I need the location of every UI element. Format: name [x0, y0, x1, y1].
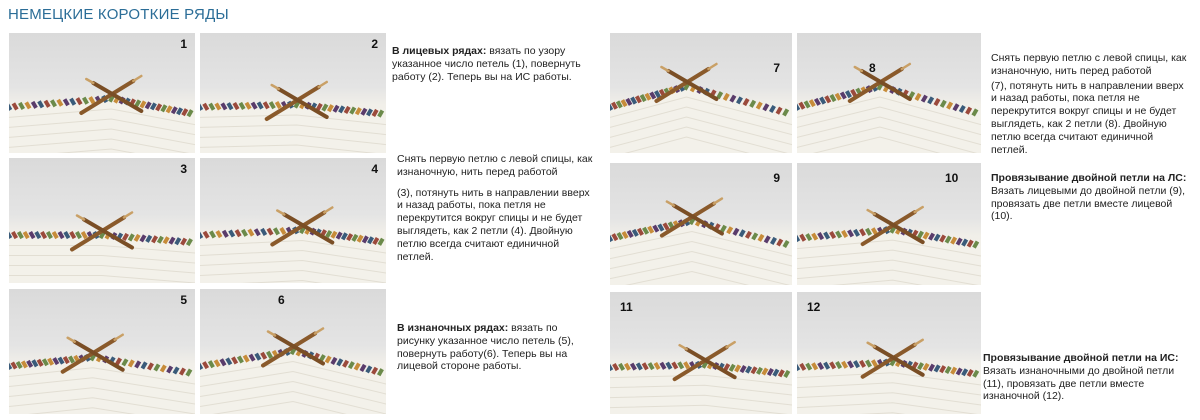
knitting-needle-illustration [200, 158, 386, 283]
knitting-needle-illustration [610, 163, 792, 285]
photo-step-12 [797, 292, 981, 414]
photo-step-3 [9, 158, 195, 283]
photo-step-8 [797, 33, 981, 153]
instruction-slip-stitch: Снять первую петлю с левой спицы, как изнаночную, нить перед работой (3), потянуть нить в направлении вверх и назад работы, пока петля не перекрутится вокруг спицы и не будет выглядеть, как 2 петли (4). Двойную петлю всегда считают единичной петлей. [397, 153, 593, 263]
knitting-needle-illustration [9, 289, 195, 414]
knitting-needle-illustration [200, 289, 386, 414]
knitting-needle-illustration [797, 292, 981, 414]
photo-number: 1 [180, 37, 187, 51]
knitting-needle-illustration [9, 33, 195, 153]
photo-step-10 [797, 163, 981, 285]
knitting-needle-illustration [9, 158, 195, 283]
photo-step-7 [610, 33, 792, 153]
photo-step-2 [200, 33, 386, 153]
instruction-knit-rows: В лицевых рядах: вязать по узору указанное число петель (1), повернуть работу (2). Теперь вы на ИС работы. [392, 45, 581, 83]
instruction-slip-stitch-purl: Снять первую петлю с левой спицы, как изнаночную, нить перед работой (7), потянуть нить в направлении вверх и назад работы, пока петля не перекрутится вокруг спицы и не будет выглядеть, как 2 петли (8). Двойную петлю всегда считают единичной петлей. [991, 52, 1187, 156]
instruction-double-stitch-rs: Провязывание двойной петли на ЛС: Вязать лицевыми до двойной петли (9), провязать две петли вместе лицевой (10). [991, 172, 1187, 223]
photo-number: 12 [807, 300, 821, 314]
photo-number: 3 [180, 162, 187, 176]
photo-number: 9 [773, 171, 780, 185]
knitting-needle-illustration [200, 33, 386, 153]
photo-number: 10 [945, 171, 959, 185]
photo-number: 5 [180, 293, 187, 307]
knitting-needle-illustration [610, 292, 792, 414]
photo-number: 2 [371, 37, 378, 51]
photo-step-1 [9, 33, 195, 153]
page-title: НЕМЕЦКИЕ КОРОТКИЕ РЯДЫ [8, 6, 229, 23]
knitting-needle-illustration [797, 33, 981, 153]
knitting-needle-illustration [610, 33, 792, 153]
photo-number: 6 [278, 293, 285, 307]
photo-step-11 [610, 292, 792, 414]
photo-number: 11 [620, 300, 633, 314]
photo-step-6 [200, 289, 386, 414]
photo-number: 8 [869, 61, 876, 75]
photo-step-9 [610, 163, 792, 285]
photo-number: 7 [773, 61, 780, 75]
photo-number: 4 [371, 162, 378, 176]
photo-step-4 [200, 158, 386, 283]
photo-step-5 [9, 289, 195, 414]
instruction-double-stitch-ws: Провязывание двойной петли на ИС: Вязать изнаночными до двойной петли (11), провязать две петли вместе изнаночной (12). [983, 352, 1179, 403]
instruction-purl-rows: В изнаночных рядах: вязать по рисунку указанное число петель (5), повернуть работу(6). Теперь вы на лицевой стороне работы. [397, 322, 574, 373]
